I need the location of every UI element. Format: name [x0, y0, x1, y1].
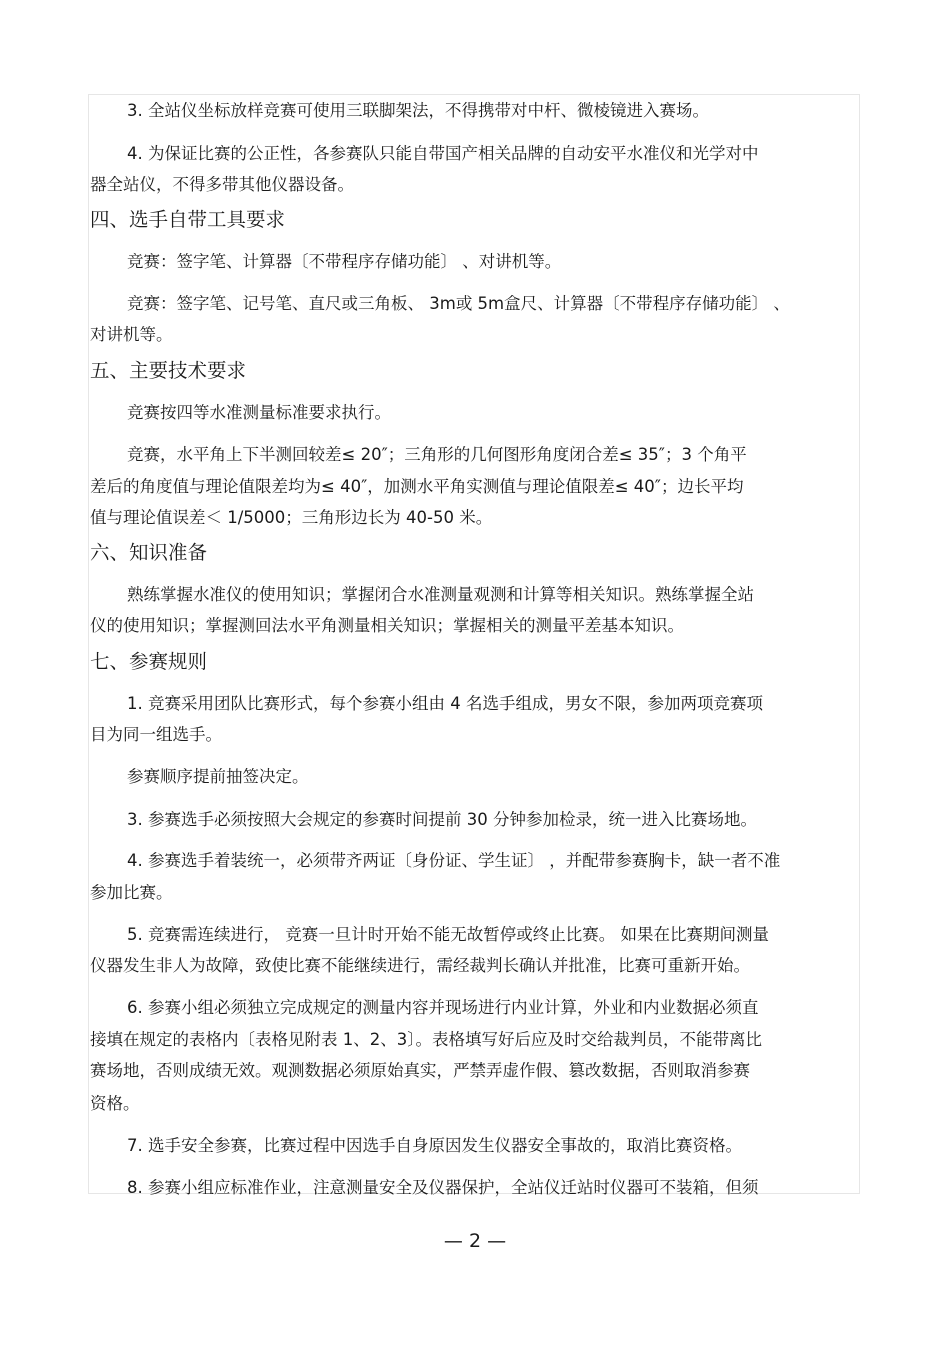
participation-rule-1-line-1: 1. 竞赛采用团队比赛形式，每个参赛小组由 4 名选手组成，男女不限，参加两项竞赛项 [127, 694, 763, 713]
knowledge-text-line-2: 仪的使用知识；掌握测回法水平角测量相关知识；掌握相关的测量平差基本知识。 [90, 616, 684, 635]
participation-rule-2: 参赛顺序提前抽签决定。 [127, 767, 309, 786]
tools-text-2-line-1: 竞赛：签字笔、记号笔、直尺或三角板、 3m或 5m盒尺、计算器〔不带程序存储功能〕 、 [127, 294, 790, 313]
tech-text-1: 竞赛按四等水准测量标准要求执行。 [127, 403, 391, 422]
participation-rule-6-line-1: 6. 参赛小组必须独立完成规定的测量内容并现场进行内业计算，外业和内业数据必须直 [127, 998, 759, 1017]
participation-rule-6-line-3: 赛场地，否则成绩无效。观测数据必须原始真实，严禁弄虚作假、篡改数据，否则取消参赛 [90, 1061, 750, 1080]
participation-rule-7: 7. 选手安全参赛，比赛过程中因选手自身原因发生仪器安全事故的，取消比赛资格。 [127, 1136, 742, 1155]
participation-rule-5-line-1: 5. 竞赛需连续进行， 竞赛一旦计时开始不能无故暂停或终止比赛。 如果在比赛期间测量 [127, 925, 769, 944]
knowledge-text-line-1: 熟练掌握水准仪的使用知识；掌握闭合水准测量观测和计算等相关知识。熟练掌握全站 [127, 585, 754, 604]
section-heading-7: 七、参赛规则 [90, 650, 208, 673]
section-heading-5: 五、主要技术要求 [90, 359, 247, 382]
tools-text-2-line-2: 对讲机等。 [90, 325, 173, 344]
participation-rule-6-line-2: 接填在规定的表格内〔表格见附表 1、2、3〕。表格填写好后应及时交给裁判员，不能带离比 [90, 1030, 762, 1049]
section-heading-4: 四、选手自带工具要求 [90, 208, 286, 231]
participation-rule-8: 8. 参赛小组应标准作业，注意测量安全及仪器保护，全站仪迁站时仪器可不装箱，但须 [127, 1178, 759, 1197]
participation-rule-5-line-2: 仪器发生非人为故障，致使比赛不能继续进行，需经裁判长确认并批准，比赛可重新开始。 [90, 956, 750, 975]
tech-text-2-line-1: 竞赛，水平角上下半测回较差≤ 20″；三角形的几何图形角度闭合差≤ 35″；3 个角平 [127, 445, 747, 464]
participation-rule-4-line-2: 参加比赛。 [90, 883, 173, 902]
tech-text-2-line-3: 值与理论值误差＜ 1/5000；三角形边长为 40-50 米。 [90, 508, 493, 527]
participation-rule-6-line-4: 资格。 [90, 1094, 140, 1113]
participation-rule-1-line-2: 目为同一组选手。 [90, 725, 222, 744]
rule-3-text: 3. 全站仪坐标放样竞赛可使用三联脚架法，不得携带对中杆、微棱镜进入赛场。 [127, 101, 709, 120]
page-number: — 2 — [443, 1230, 507, 1252]
rule-4-text-line-1: 4. 为保证比赛的公正性，各参赛队只能自带国产相关品牌的自动安平水准仪和光学对中 [127, 144, 759, 163]
tech-text-2-line-2: 差后的角度值与理论值限差均为≤ 40″，加测水平角实测值与理论值限差≤ 40″；边长平均 [90, 477, 744, 496]
participation-rule-4-line-1: 4. 参赛选手着装统一，必须带齐两证〔身份证、学生证〕 ，并配带参赛胸卡，缺一者不准 [127, 851, 781, 870]
participation-rule-3: 3. 参赛选手必须按照大会规定的参赛时间提前 30 分钟参加检录，统一进入比赛场地。 [127, 810, 757, 829]
rule-4-text-line-2: 器全站仪，不得多带其他仪器设备。 [90, 175, 354, 194]
section-heading-6: 六、知识准备 [90, 541, 208, 564]
tools-text-1: 竞赛：签字笔、计算器〔不带程序存储功能〕 、对讲机等。 [127, 252, 562, 271]
